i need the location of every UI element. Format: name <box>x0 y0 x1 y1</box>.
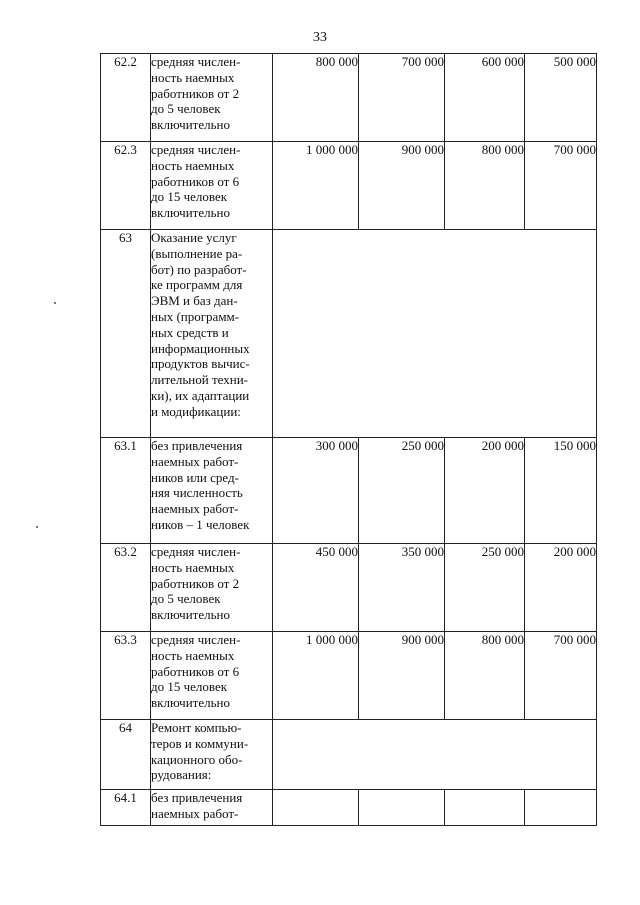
value-cell: 250 000 <box>359 438 445 544</box>
empty-cell <box>525 790 597 826</box>
row-description: без привлечения наемных работ- <box>151 790 273 826</box>
empty-cell <box>273 790 359 826</box>
value-cell: 300 000 <box>273 438 359 544</box>
table-row <box>101 230 597 438</box>
table-row <box>101 790 597 826</box>
scan-speck <box>36 526 38 528</box>
row-number: 64.1 <box>101 790 151 826</box>
row-description: без привлечения наемных работ- ников или сред- няя численность наемных работ- ников – 1 человек <box>151 438 273 544</box>
row-number: 62.2 <box>101 54 151 142</box>
value-cell: 900 000 <box>359 632 445 720</box>
empty-cell <box>445 790 525 826</box>
row-description: Ремонт компью- теров и коммуни- кационного обо- рудования: <box>151 720 273 790</box>
value-cell: 1 000 000 <box>273 142 359 230</box>
table-row <box>101 544 597 632</box>
row-number: 63 <box>101 230 151 438</box>
value-cell: 200 000 <box>445 438 525 544</box>
value-cell: 200 000 <box>525 544 597 632</box>
table-row <box>101 438 597 544</box>
row-description: средняя числен- ность наемных работников от 6 до 15 человек включительно <box>151 632 273 720</box>
value-cell: 700 000 <box>525 632 597 720</box>
value-cell: 250 000 <box>445 544 525 632</box>
row-number: 64 <box>101 720 151 790</box>
value-cell: 700 000 <box>525 142 597 230</box>
empty-cell <box>273 720 597 790</box>
row-description: Оказание услуг (выполнение ра- бот) по разработ- ке программ для ЭВМ и баз дан- ных (программ- ных средств и информационных продуктов вычис- лительной техни- ки), их адаптации и модификации: <box>151 230 273 438</box>
value-cell: 500 000 <box>525 54 597 142</box>
table-row <box>101 632 597 720</box>
value-cell: 1 000 000 <box>273 632 359 720</box>
empty-cell <box>273 230 597 438</box>
empty-cell <box>359 790 445 826</box>
table-row <box>101 720 597 790</box>
table-row <box>101 54 597 142</box>
tariff-table <box>100 53 597 826</box>
page-number: 33 <box>313 30 327 45</box>
value-cell: 450 000 <box>273 544 359 632</box>
value-cell: 600 000 <box>445 54 525 142</box>
value-cell: 150 000 <box>525 438 597 544</box>
row-number: 63.1 <box>101 438 151 544</box>
row-description: средняя числен- ность наемных работников от 6 до 15 человек включительно <box>151 142 273 230</box>
value-cell: 800 000 <box>445 632 525 720</box>
value-cell: 900 000 <box>359 142 445 230</box>
row-number: 63.3 <box>101 632 151 720</box>
row-description: средняя числен- ность наемных работников от 2 до 5 человек включительно <box>151 54 273 142</box>
row-description: средняя числен- ность наемных работников от 2 до 5 человек включительно <box>151 544 273 632</box>
value-cell: 350 000 <box>359 544 445 632</box>
value-cell: 800 000 <box>273 54 359 142</box>
table-row <box>101 142 597 230</box>
value-cell: 700 000 <box>359 54 445 142</box>
row-number: 62.3 <box>101 142 151 230</box>
scan-speck <box>54 302 56 304</box>
value-cell: 800 000 <box>445 142 525 230</box>
row-number: 63.2 <box>101 544 151 632</box>
